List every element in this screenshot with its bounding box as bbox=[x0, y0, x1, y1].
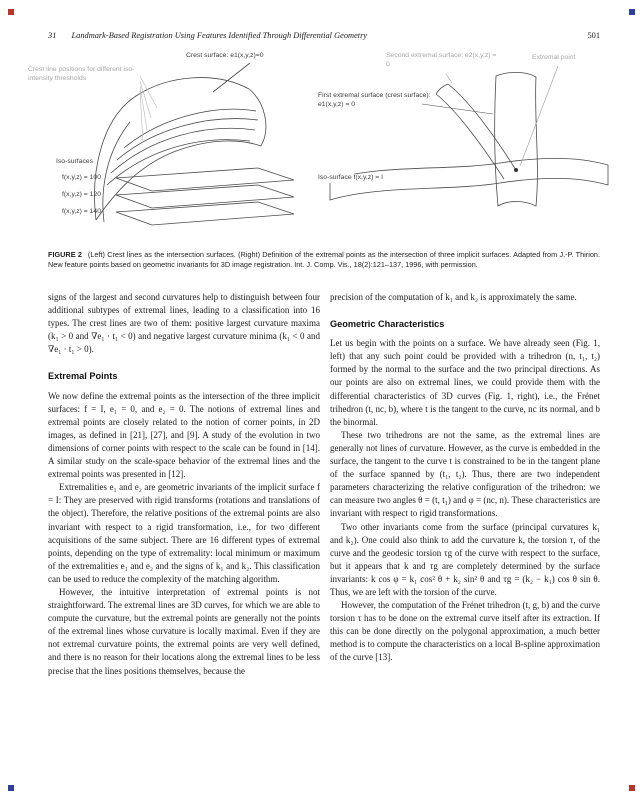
left-column bbox=[48, 291, 320, 678]
running-header bbox=[48, 31, 604, 40]
extremal-point-dot bbox=[514, 168, 518, 172]
figure-caption-text: (Left) Crest lines as the intersection surfaces. (Right) Definition of the extremal points as the intersection of three implicit surfaces. Adapted from J.-P. Thirion. New feature points based on geometric invariants for 3D image registration. Int. J. Comp. Vis., 18(2):121–137, 1996, with permission. bbox=[48, 250, 600, 269]
section-heading-extremal-points: Extremal Points bbox=[48, 371, 118, 382]
second-extremal-label-pointer bbox=[446, 74, 452, 83]
figure-label-second-extremal-surface: Second extremal surface: e2(x,y,z) = 0 bbox=[386, 52, 497, 68]
corner-marker-bottom-right bbox=[629, 785, 635, 791]
figure-label-f120: f(x,y,z) = 120 bbox=[62, 191, 101, 198]
iso-sheet-100 bbox=[116, 168, 294, 191]
crest-line-4 bbox=[107, 140, 250, 185]
figure-label-extremal-point: Extremal point bbox=[532, 54, 576, 61]
right-diagram bbox=[330, 66, 608, 206]
corner-marker-top-right bbox=[629, 9, 635, 15]
iso-sheet-120 bbox=[116, 185, 294, 208]
crest-surface-left-top-edge bbox=[95, 78, 249, 220]
crest-label-pointer bbox=[213, 63, 250, 92]
right-column bbox=[330, 291, 600, 665]
para-frenet-computation: However, the computation of the Frénet trihedron (t, g, b) and the curve torsion τ has to be done on the extremal curve itself after its extraction. If this can be done directly on the polygonal approximation, a much better method is to compute the characteristics on a local B-spline approximation of the curve [13]. bbox=[330, 600, 600, 663]
crest-surface-drape-line bbox=[103, 122, 130, 222]
first-extremal-ribbon bbox=[495, 72, 538, 206]
crest-surface-bottom-edge bbox=[96, 141, 261, 220]
second-extremal-edge bbox=[436, 84, 448, 94]
second-extremal-curve-a bbox=[448, 84, 516, 170]
para-two-other-invariants: Two other invariants come from the surface (principal curvatures k₁ and k₂). One could also think to add the curvature k, the torsion τ, of the curve and the geodesic torsion τg of the curve with respect to the surface, but it appears that k and τg are completely determined by the surface invariants: k cos φ = k₁ cos² θ + k₂ sin² θ and τg = (k₂ − k₁) cos θ sin θ. Thus, we are left with the torsion of the curve. bbox=[330, 521, 600, 597]
iso-sheet-140 bbox=[116, 202, 294, 225]
para-points-on-surface: Let us begin with the points on a surface. We have already seen (Fig. 1, left) that any such point could be provided with a trihedron (n, t₁, t₂) formed by the normal to the surface and the two principal directions. As our points are also on extremal lines, we could provide them with the differential characteristics of 3D curves (Fig. 1, right), i.e., the Frénet trihedron (t, nc, b), where t is the tangent to the curve, nc its normal, and b the binormal. bbox=[330, 338, 600, 427]
figure-caption bbox=[48, 250, 600, 269]
figure-label-first-extremal-surface: First extremal surface (crest surface): e1(x,y,z) = 0 bbox=[318, 92, 431, 108]
chapter-number: 31 bbox=[48, 31, 57, 40]
figure-label-crest-surface: Crest surface: e1(x,y,z)=0 bbox=[186, 52, 264, 59]
left-diagram bbox=[95, 63, 294, 225]
figure-label-crest-line-positions: Crest line positions for different iso-intensity thresholds bbox=[28, 66, 135, 82]
iso-surface-sheets bbox=[116, 168, 294, 225]
figure-label-f100: f(x,y,z) = 100 bbox=[62, 174, 101, 181]
figure-label-f140: f(x,y,z) = 140 bbox=[62, 208, 101, 215]
para-precision-continuation: precision of the computation of k₁ and k₂ is approximately the same. bbox=[330, 292, 577, 302]
para-two-trihedrons: These two trihedrons are not the same, as the extremal lines are generally not lines of curvature. However, as the curve is embedded in the surface, the tangent to the curve t is constrained to be in the tangent plane of the surface spanned by (t₁, t₂). Thus, there are two independent parameters characterizing the relative configuration of the trihedron: we can measure two angles θ = (t, t₁) and φ = (nc, n). These characteristics are invariant with respect to rigid transformations. bbox=[330, 429, 600, 519]
corner-marker-top-left bbox=[8, 9, 14, 15]
figure-caption-label: FIGURE 2 bbox=[48, 250, 82, 259]
para-extremalities-invariants: Extremalities e₁ and e₂ are geometric invariants of the implicit surface f = I: They are preserved with rigid transforms (rotations and translations of the object). Therefore, the relative positions of the extremal points are also invariant with respect to a rigid transformation, i.e., for two different acquisitions of the same subject. There are 16 different types of extremal points, depending on the type of extremality: local minimum or maximum of the extremalities e₁ and e₂ and the signs of k₁ and k₂. This classification can be used to reduce the complexity of the matching algorithm. bbox=[48, 482, 320, 584]
crest-line-2 bbox=[117, 119, 258, 160]
para-intuitive-interpretation: However, the intuitive interpretation of extremal points is not straightforward. The extremal lines are 3D curves, for which we are able to compute the curvature, but the extremal points are generally not the points of the extremal lines whose curvature is locally maximal. Even if they are not extremal curvature points, the extremal points are very well defined, and there is no reason for their locations along the extremal lines to be less precise that the lines positions themselves, because the bbox=[48, 586, 320, 676]
crest-surface-right-edge bbox=[249, 89, 266, 146]
figure-2 bbox=[0, 52, 644, 250]
para-curvature-signs: signs of the largest and second curvatures help to distinguish between four additional subtypes of extremal lines, leading to a classification into 16 types. The crest lines are two of them: positive largest curvature maxima (k₁ > 0 and ∇e₁ · t₁ < 0) and negative largest curvature minima (k₁ < 0 and ∇e₁ · t₁ > 0). bbox=[48, 292, 320, 355]
section-heading-geometric-characteristics: Geometric Characteristics bbox=[330, 319, 445, 330]
figure-label-iso-surface: Iso-surface f(x,y,z) = I bbox=[318, 174, 384, 181]
figure-label-iso-surfaces: Iso-surfaces bbox=[56, 158, 94, 165]
page-number: 501 bbox=[587, 31, 600, 40]
running-title: Landmark-Based Registration Using Features Identified Through Differential Geometry bbox=[71, 31, 368, 40]
corner-marker-bottom-left bbox=[8, 785, 14, 791]
extremal-point-pointer bbox=[520, 66, 558, 166]
para-extremal-points-definition: We now define the extremal points as the intersection of the three implicit surfaces: f = I, e₁ = 0, and e₂ = 0. The notions of extremal lines and extremal points are closely related to the notion of corner points, in 2D images, as defined in [21], [27], and [9]. A study of the evolution in two dimensions of corner points with respect to the scale can be found in [14]. A similar study on the scale-space behavior of the extremal lines and the extremal points was presented in [12]. bbox=[48, 390, 320, 480]
